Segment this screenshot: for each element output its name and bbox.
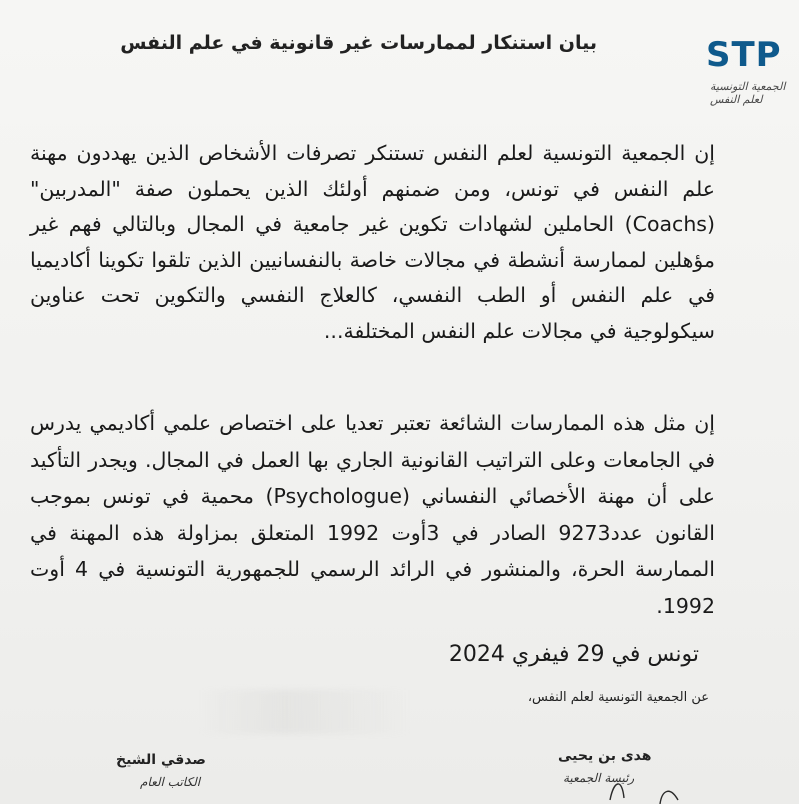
association-logo xyxy=(704,36,794,106)
paragraph-2: إن مثل هذه الممارسات الشائعة تعتبر تعديا على اختصاص علمي أكاديمي يدرس في الجامعات وعلى التراتيب القانونية الجاري بها العمل في المجال. ويجدر التأكيد على أن مهنة الأخصائي النفساني (Psychologue) محمية في تونس بموجب القانون عدد9273 الصادر في 3أوت 1992 المتعلق بمزاولة هذه المهنة في الممارسة الحرة، والمنشور في الرائد الرسمي للجمهورية التونسية في 4 أوت 1992. xyxy=(30,411,715,618)
signature-scribble-icon xyxy=(600,770,720,804)
paragraph-1: إن الجمعية التونسية لعلم النفس تستنكر تصرفات الأشخاص الذين يهددون مهنة علم النفس في تونس، ومن ضمنهم أولئك الذين يحملون صفة "المدربين"(Coachs) الحاملين لشهادات تكوين غير جامعية في المجال وبالتالي فهم غير مؤهلين لممارسة أنشطة في مجالات خاصة بالنفسانيين الذين تلقوا تكوينا أكاديميا في علم النفس أو الطب النفسي، كالعلاج النفسي والتكوين تحت عناوين سيكولوجية في مجالات علم النفس المختلفة... xyxy=(30,141,715,343)
president-name: هدى بن يحيى xyxy=(558,748,652,764)
on-behalf-line: عن الجمعية التونسية لعلم النفس، xyxy=(527,690,709,705)
president-role: رئيسة الجمعية xyxy=(563,771,635,785)
date-line: تونس في 29 فيفري 2024 xyxy=(448,642,699,667)
logo-subtitle: الجمعية التونسية لعلم النفس xyxy=(710,80,786,106)
faded-stamp-area xyxy=(200,690,410,734)
document-title: بيان استنكار لممارسات غير قانونية في علم النفس xyxy=(120,32,597,54)
secretary-role: الكاتب العام xyxy=(140,775,201,789)
logo-mark: STP xyxy=(706,35,782,75)
secretary-name: صدقي الشيخ xyxy=(116,752,206,768)
